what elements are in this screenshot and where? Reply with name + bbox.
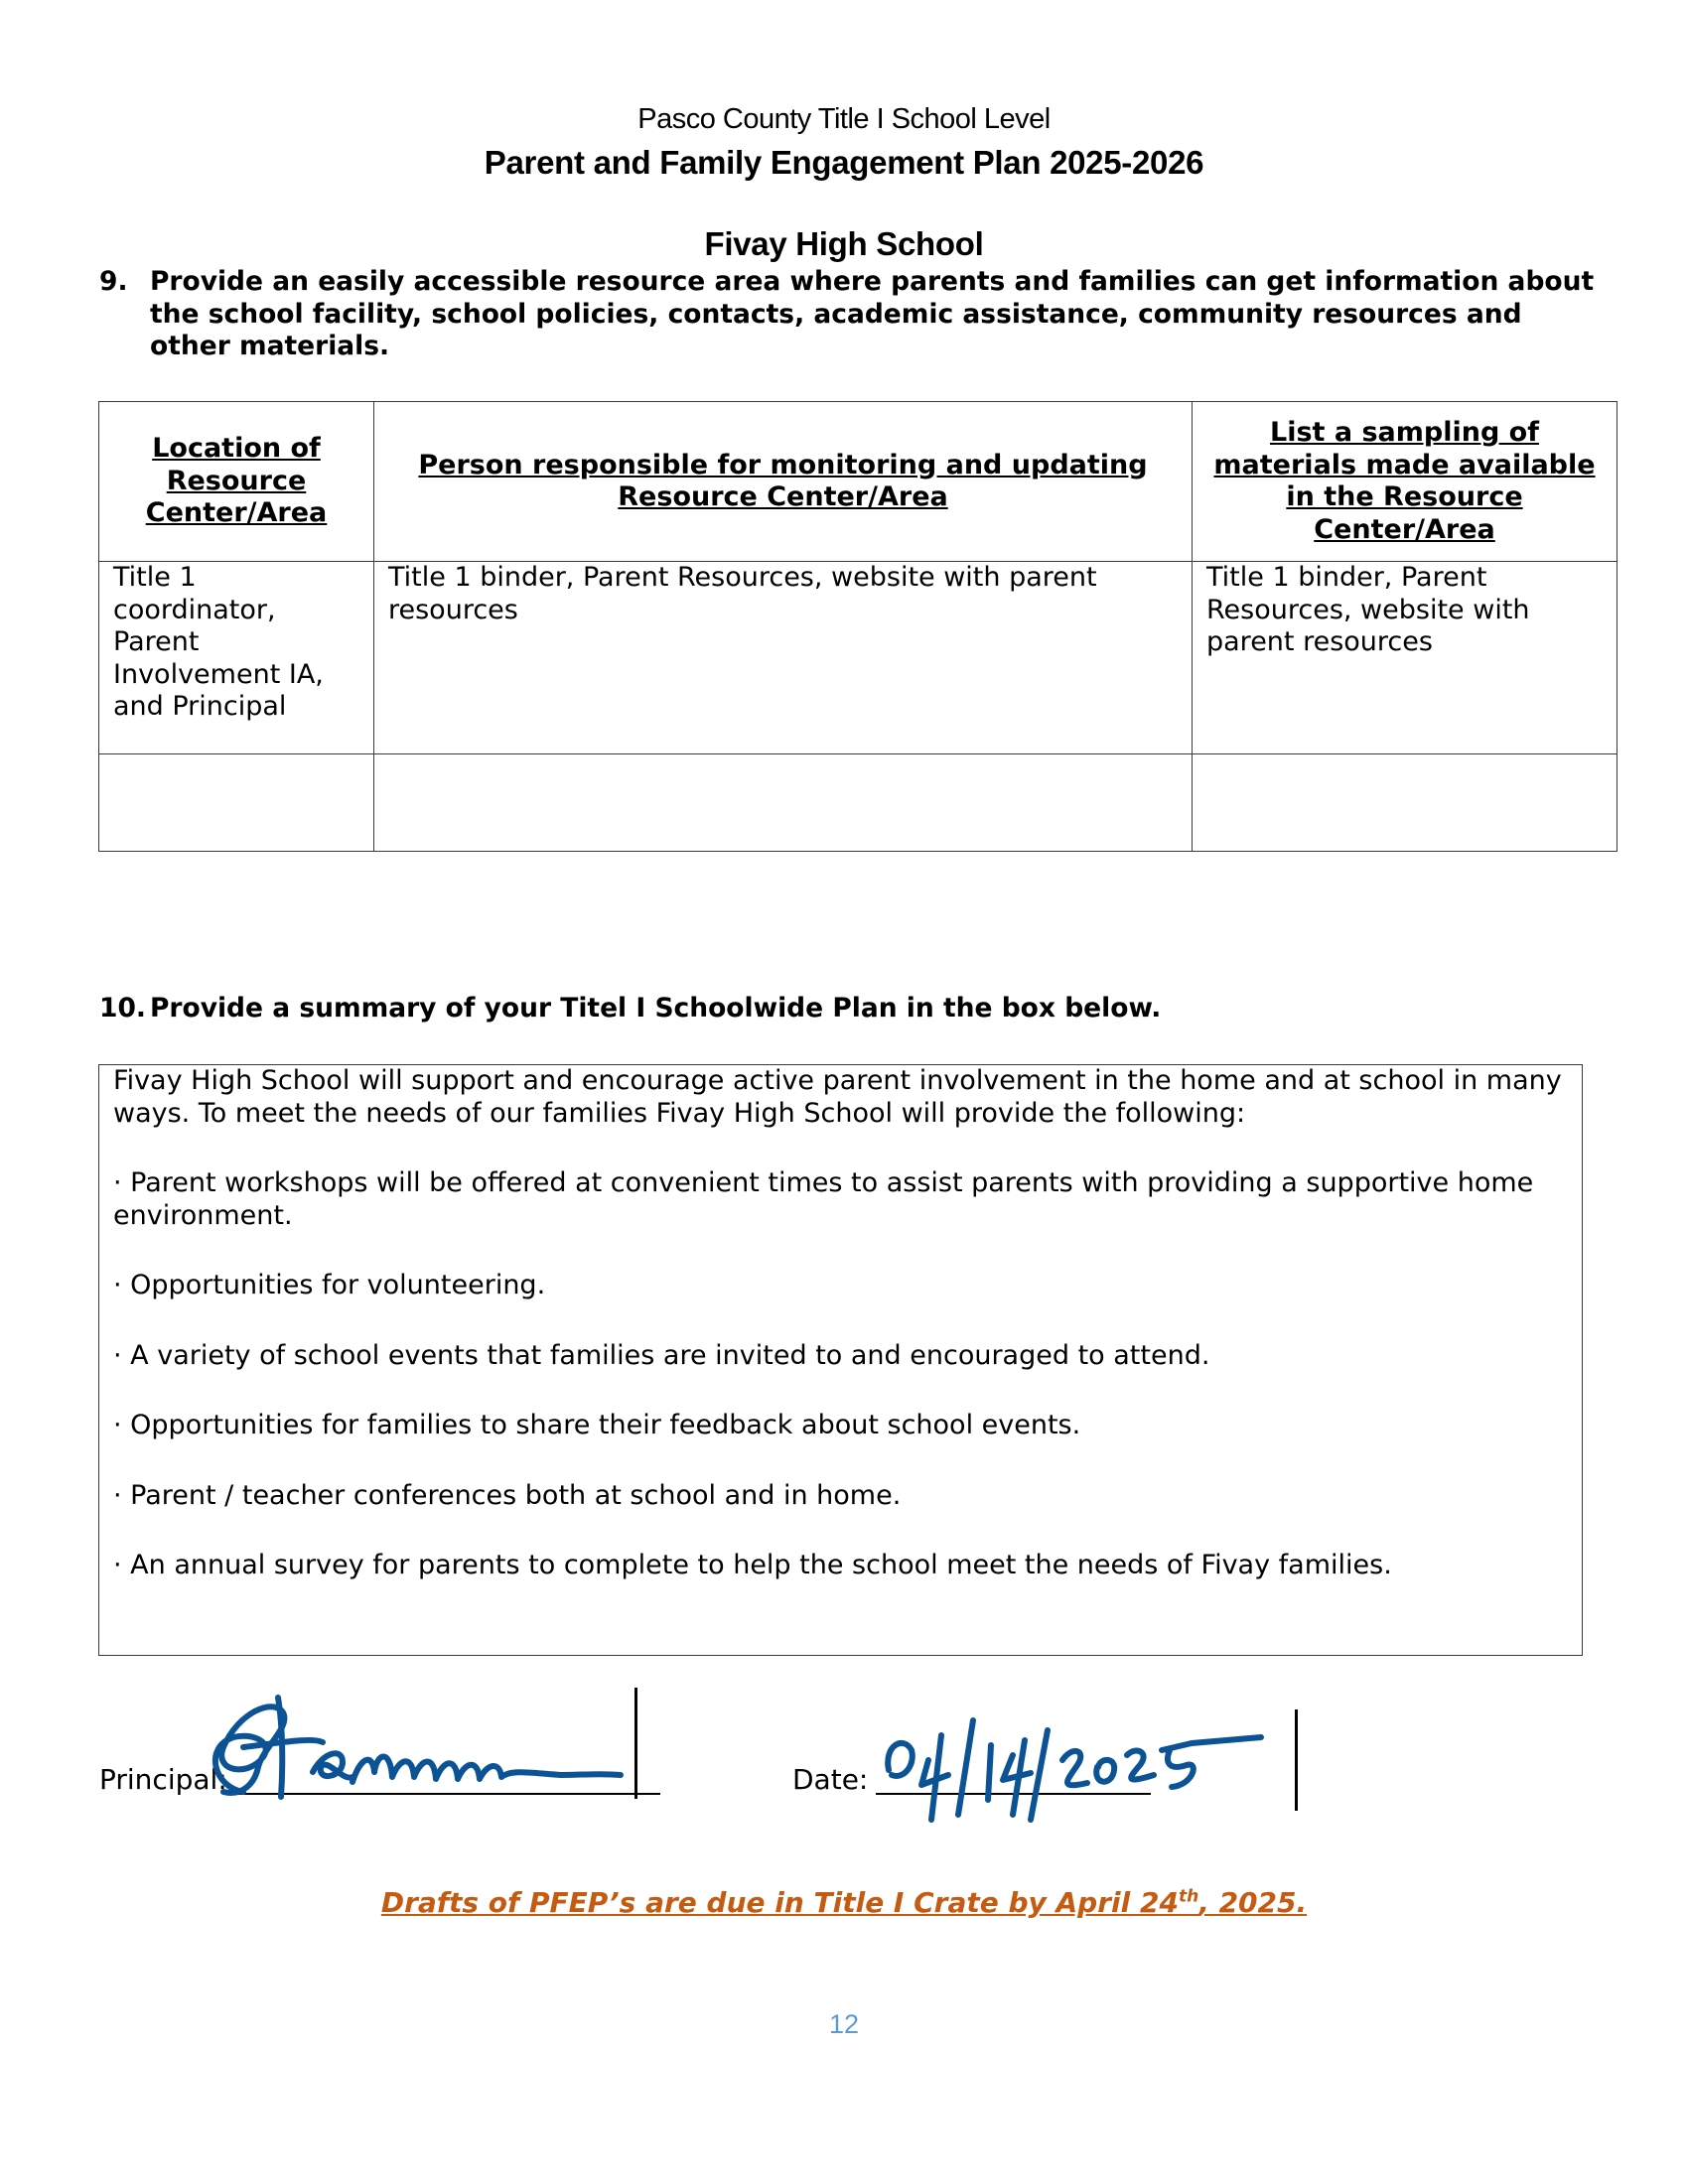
resource-center-table bbox=[98, 401, 1618, 852]
table-row bbox=[99, 754, 1618, 852]
notice-text-end: , 2025. bbox=[1198, 1886, 1308, 1919]
summary-item: · Parent workshops will be offered at convenient times to assist parents with providing a supportive home environment. bbox=[113, 1167, 1534, 1231]
table-cell-location[interactable] bbox=[99, 754, 374, 852]
table-row bbox=[99, 562, 1618, 754]
question-10-text: Provide a summary of your Titel I Schoolwide Plan in the box below. bbox=[150, 993, 1162, 1024]
column-header-location: Location of Resource Center/Area bbox=[99, 402, 374, 562]
school-name: Fivay High School bbox=[704, 225, 984, 262]
summary-item: · Parent / teacher conferences both at school and in home. bbox=[113, 1479, 902, 1511]
question-9-text: Provide an easily accessible resource area where parents and families can get information about the school facility, school policies, contacts, academic assistance, community resources and other materials. bbox=[150, 266, 1595, 361]
table-cell-materials[interactable] bbox=[1193, 754, 1618, 852]
table-header-row bbox=[99, 402, 1618, 562]
table-cell-materials[interactable]: Title 1 binder, Parent Resources, website with parent resources bbox=[1193, 562, 1618, 754]
summary-intro: Fivay High School will support and encourage active parent involvement in the home and at school in many ways. To meet the needs of our families Fivay High School will provide the following: bbox=[113, 1065, 1562, 1129]
table-cell-location[interactable]: Title 1 coordinator, Parent Involvement IA, and Principal bbox=[99, 562, 374, 754]
draft-deadline-notice bbox=[0, 1886, 1688, 1919]
summary-item: · A variety of school events that families are invited to and encouraged to attend. bbox=[113, 1339, 1210, 1371]
table-cell-person-responsible[interactable]: Title 1 binder, Parent Resources, website with parent resources bbox=[374, 562, 1193, 754]
summary-item: · An annual survey for parents to complete to help the school meet the needs of Fivay families. bbox=[113, 1550, 1392, 1580]
table-cell-person-responsible[interactable] bbox=[374, 754, 1193, 852]
principal-signature-icon bbox=[204, 1688, 660, 1807]
column-header-materials: List a sampling of materials made available in the Resource Center/Area bbox=[1193, 402, 1618, 562]
header-subtitle: Pasco County Title I School Level bbox=[637, 103, 1051, 135]
schoolwide-plan-summary-box[interactable] bbox=[98, 1064, 1583, 1656]
summary-item: · Opportunities for families to share their feedback about school events. bbox=[113, 1410, 1081, 1440]
column-header-person-responsible: Person responsible for monitoring and updating Resource Center/Area bbox=[374, 402, 1193, 562]
date-label: Date: bbox=[792, 1763, 869, 1796]
notice-superscript: th bbox=[1178, 1886, 1199, 1907]
notice-text: Drafts of PFEP’s are due in Title I Crate by April 24 bbox=[380, 1886, 1179, 1919]
document-title: Parent and Family Engagement Plan 2025-2026 bbox=[484, 144, 1204, 181]
handwritten-date-icon bbox=[874, 1706, 1301, 1825]
principal-label: Principal: bbox=[99, 1763, 227, 1796]
page-number: 12 bbox=[828, 2009, 860, 2039]
question-10-number: 10. bbox=[99, 993, 146, 1024]
summary-item: · Opportunities for volunteering. bbox=[113, 1270, 546, 1300]
question-9-number: 9. bbox=[99, 266, 128, 297]
